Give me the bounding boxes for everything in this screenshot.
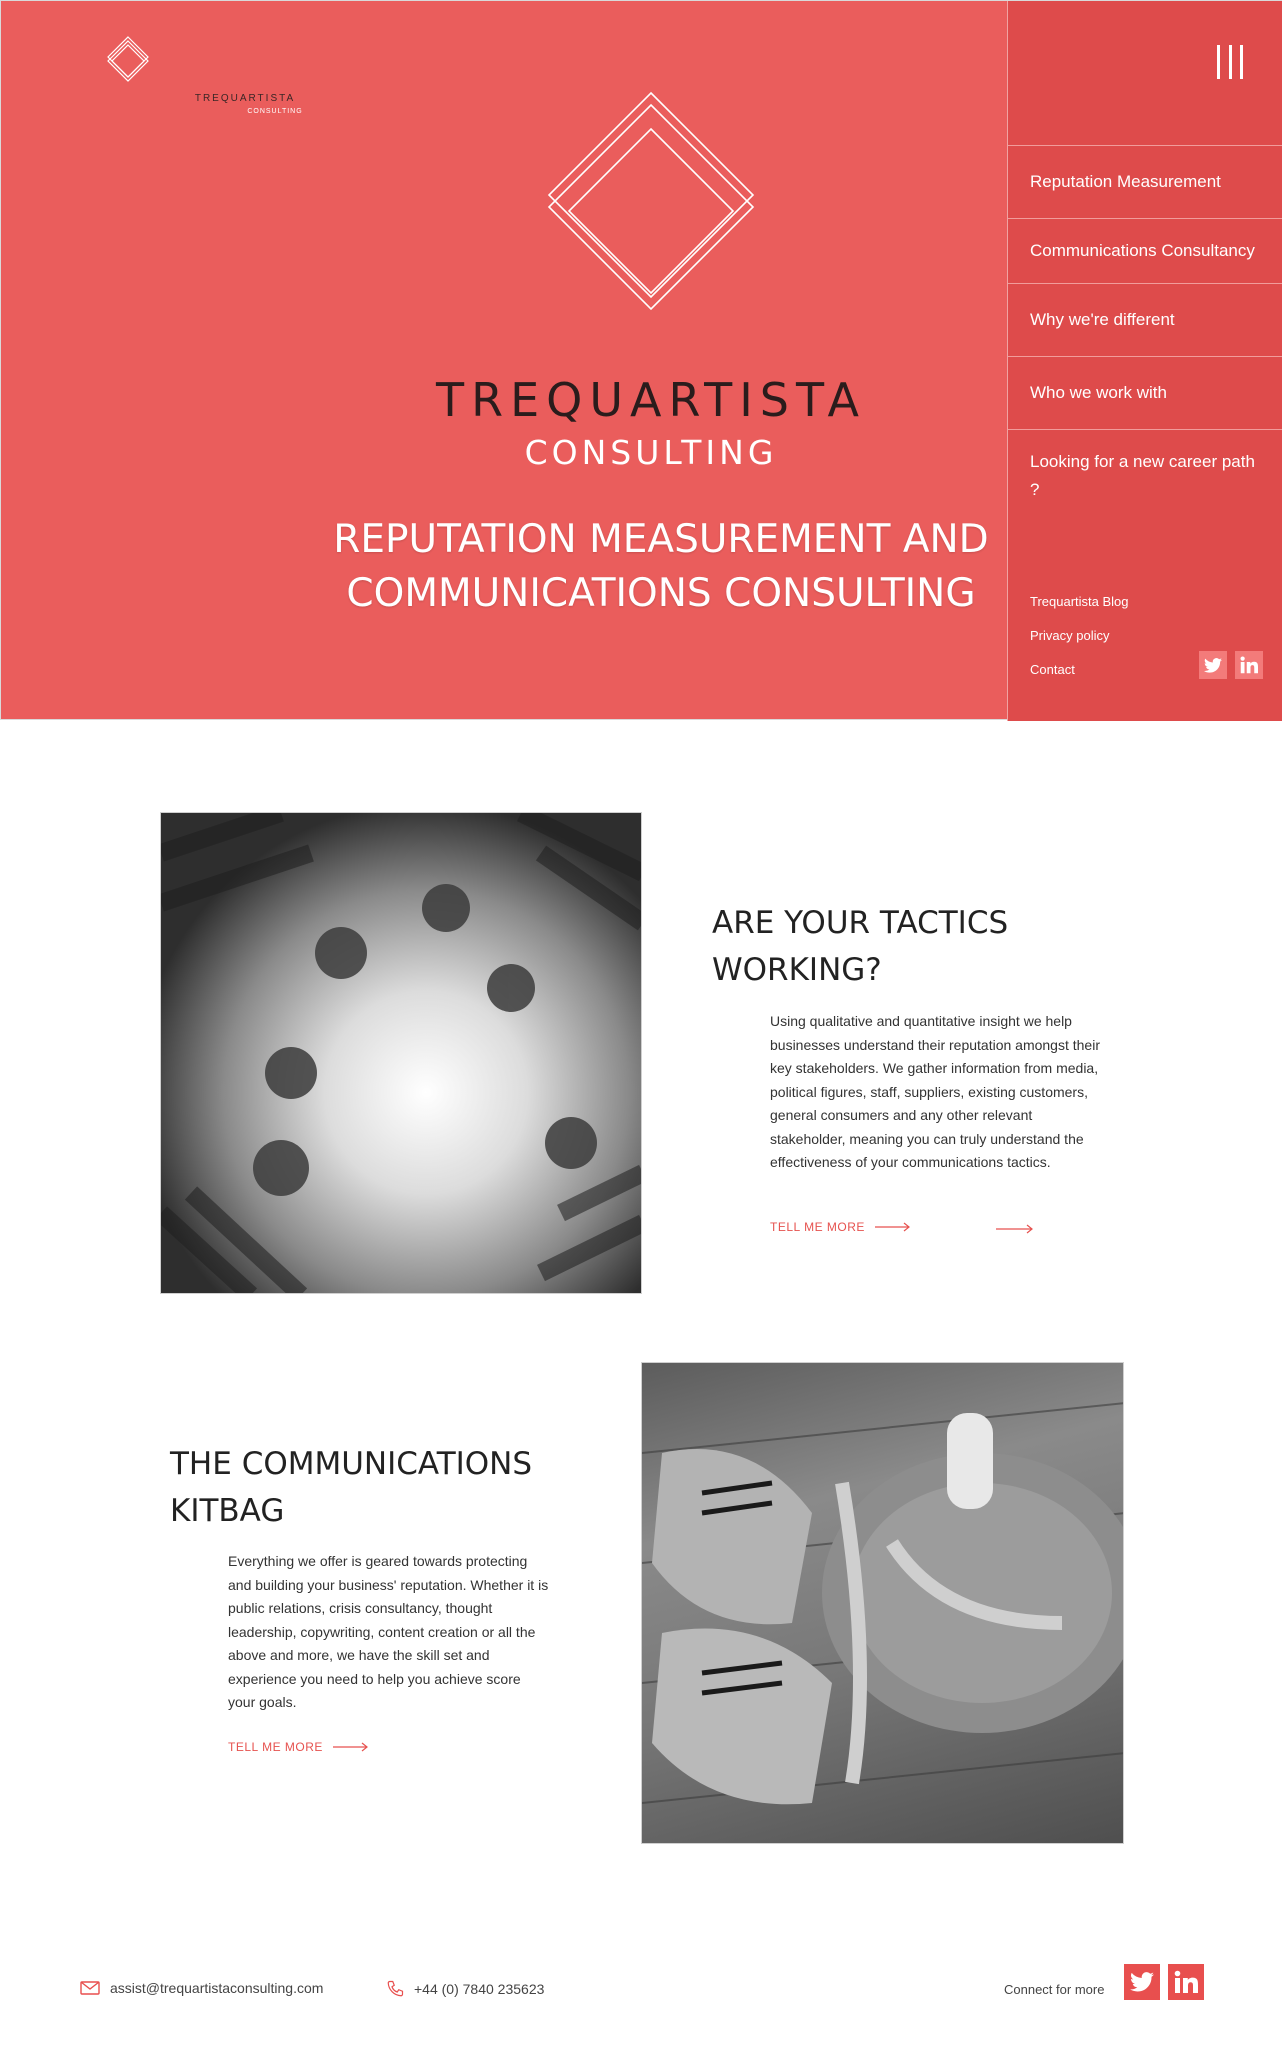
- section2-cta-label: TELL ME MORE: [228, 1740, 323, 1754]
- section2-title-line-1: THE COMMUNICATIONS: [170, 1446, 533, 1482]
- nav-link-blog[interactable]: Trequartista Blog: [1030, 594, 1129, 609]
- nav-item-communications-consultancy[interactable]: Communications Consultancy: [1008, 218, 1282, 283]
- diamond-emblem-icon: [541, 89, 761, 319]
- nav-menu: [1008, 145, 1282, 522]
- menu-icon[interactable]: [1217, 45, 1243, 79]
- nav-secondary-links: [1030, 589, 1129, 691]
- nav-link-privacy[interactable]: Privacy policy: [1030, 628, 1110, 643]
- team-huddle-image: [160, 812, 642, 1294]
- section1-title-line-2: WORKING?: [712, 952, 882, 988]
- phone-icon: [386, 1980, 404, 1998]
- section1-title-line-1: ARE YOUR TACTICS: [712, 905, 1009, 941]
- footer-connect-label: Connect for more: [1004, 1982, 1105, 1997]
- section1-title: [712, 900, 1032, 994]
- hero-tagline: [321, 513, 1001, 621]
- linkedin-icon[interactable]: [1168, 1964, 1204, 2000]
- side-navigation: [1007, 1, 1282, 721]
- arrow-right-icon: [333, 1742, 369, 1752]
- twitter-icon[interactable]: [1124, 1964, 1160, 2000]
- footer-phone: +44 (0) 7840 235623: [414, 1981, 545, 1997]
- section2-tell-me-more-link[interactable]: [228, 1740, 369, 1754]
- brand-name: TREQUARTISTA: [436, 373, 866, 427]
- main-logo: [431, 89, 871, 472]
- diamond-logo-icon: [106, 35, 150, 87]
- nav-social-links: [1199, 651, 1263, 679]
- nav-link-contact[interactable]: Contact: [1030, 662, 1075, 677]
- footer-email: assist@trequartistaconsulting.com: [110, 1980, 324, 1996]
- section1-tell-me-more-link[interactable]: [770, 1220, 911, 1234]
- section2-title-line-2: KITBAG: [170, 1493, 285, 1529]
- footer-social-links: [1124, 1964, 1204, 2000]
- mail-icon: [80, 1981, 100, 1995]
- section1-body: Using qualitative and quantitative insight we help businesses understand their reputation amongst their key stakeholders. We gather information from media, political figures, staff, suppliers, existing customers, general consumers and any other relevant stakeholder, meaning you can truly understand the effectiveness of your communications tactics.: [770, 1013, 1100, 1170]
- section2-title: [170, 1441, 550, 1535]
- nav-item-reputation-measurement[interactable]: Reputation Measurement: [1008, 145, 1282, 218]
- hero-banner: [0, 0, 1282, 720]
- header-logo-name: TREQUARTISTA: [194, 93, 296, 104]
- nav-item-why-different[interactable]: Why we're different: [1008, 283, 1282, 356]
- header-logo[interactable]: [85, 35, 303, 115]
- linkedin-icon[interactable]: [1235, 651, 1263, 679]
- arrow-right-icon: [875, 1222, 911, 1232]
- brand-subtitle: CONSULTING: [524, 433, 778, 472]
- tagline-line-2: COMMUNICATIONS CONSULTING: [346, 571, 976, 616]
- header-logo-sub: CONSULTING: [247, 108, 303, 115]
- footer-phone-link[interactable]: [386, 1980, 544, 1998]
- arrow-right-icon[interactable]: [996, 1224, 1034, 1234]
- twitter-icon[interactable]: [1199, 651, 1227, 679]
- nav-item-career-path[interactable]: Looking for a new career path ?: [1008, 429, 1282, 522]
- section1-cta-label: TELL ME MORE: [770, 1220, 865, 1234]
- sports-kitbag-image: [641, 1362, 1124, 1844]
- section2-body: Everything we offer is geared towards protecting and building your business' reputation. Whether it is public relations, crisis consultancy, thought leadership, copywriting, content creation or all the above and more, we have the skill set and experience you need to help you achieve score your goals.: [228, 1553, 549, 1710]
- nav-item-who-we-work-with[interactable]: Who we work with: [1008, 356, 1282, 429]
- footer-email-link[interactable]: [80, 1980, 323, 1996]
- tagline-line-1: REPUTATION MEASUREMENT AND: [333, 517, 989, 562]
- footer: [0, 1960, 1282, 2020]
